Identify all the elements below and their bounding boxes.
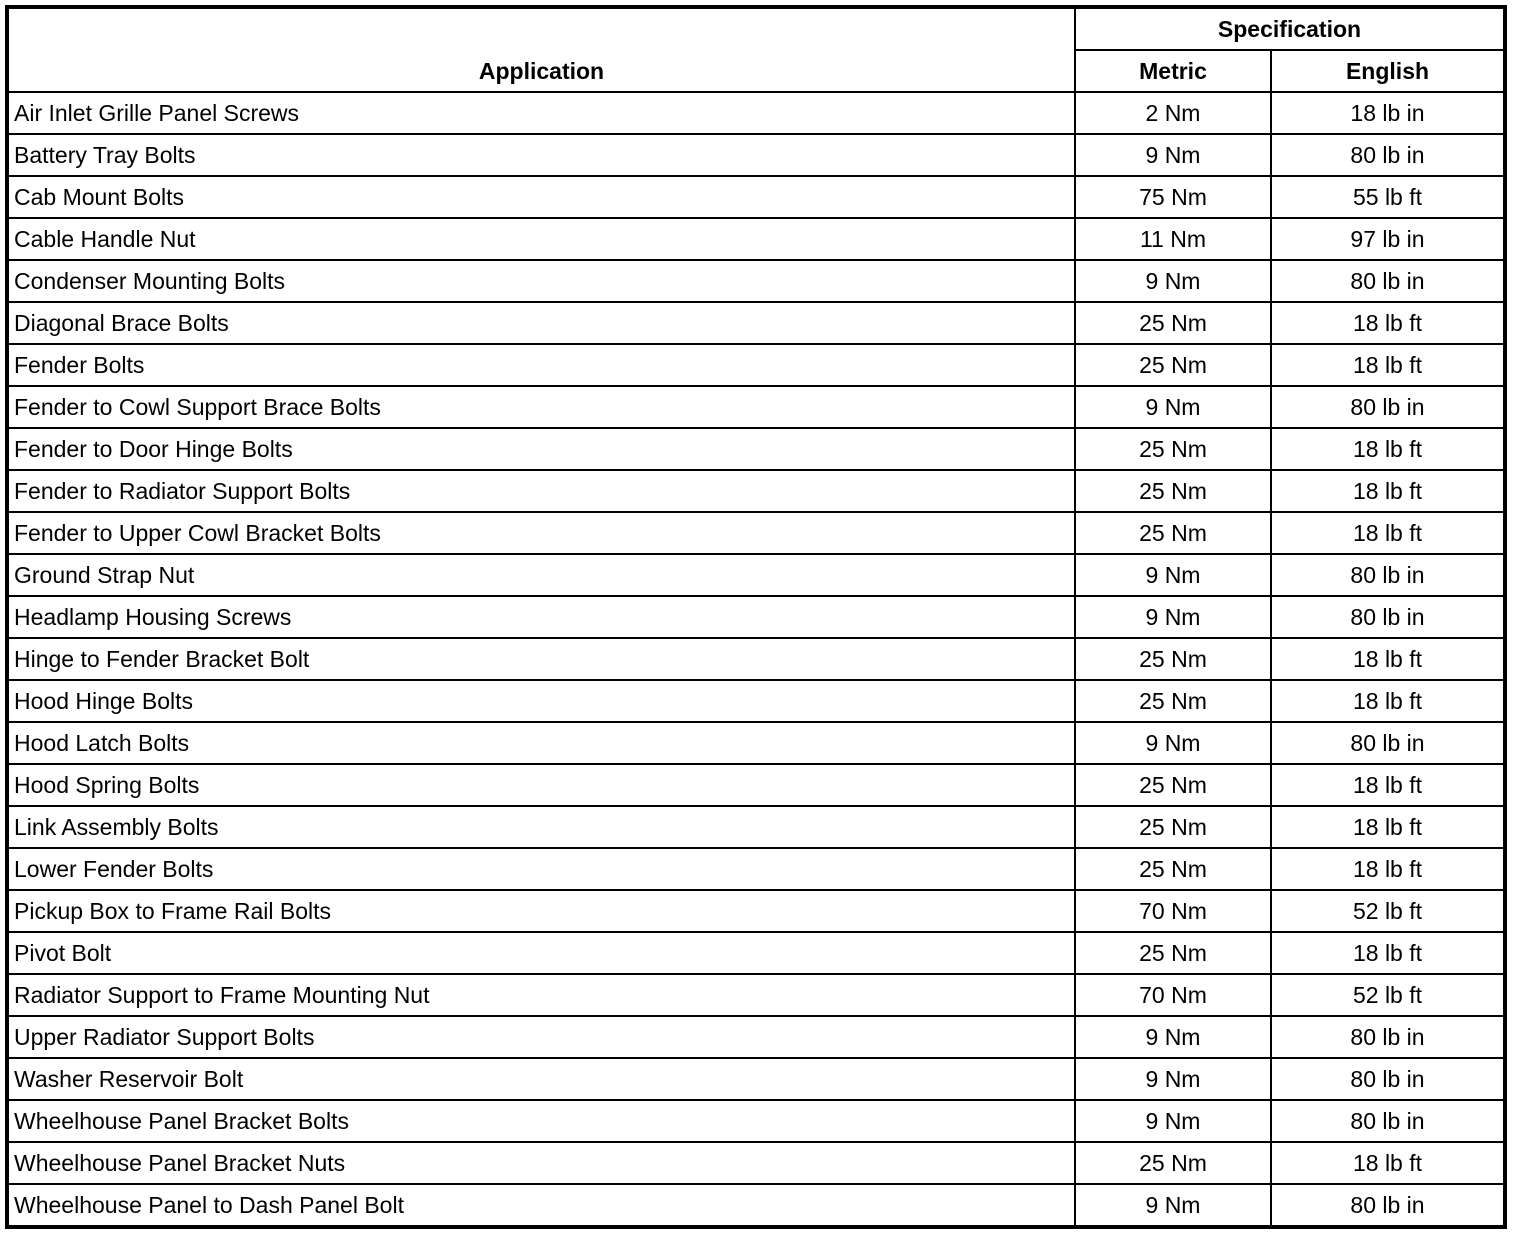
application-cell: Hood Spring Bolts	[7, 764, 1075, 806]
table-row	[7, 1142, 1505, 1184]
application-cell: Fender Bolts	[7, 344, 1075, 386]
header-row-top	[7, 7, 1505, 50]
table-row	[7, 890, 1505, 932]
application-cell: Washer Reservoir Bolt	[7, 1058, 1075, 1100]
english-value-cell: 80 lb in	[1271, 260, 1505, 302]
metric-value-cell: 70 Nm	[1075, 890, 1271, 932]
english-value-cell: 18 lb in	[1271, 92, 1505, 134]
application-cell: Fender to Cowl Support Brace Bolts	[7, 386, 1075, 428]
metric-value-cell: 9 Nm	[1075, 1184, 1271, 1227]
metric-value-cell: 25 Nm	[1075, 344, 1271, 386]
metric-value-cell: 25 Nm	[1075, 470, 1271, 512]
application-cell: Hinge to Fender Bracket Bolt	[7, 638, 1075, 680]
metric-value-cell: 9 Nm	[1075, 1058, 1271, 1100]
english-value-cell: 80 lb in	[1271, 554, 1505, 596]
metric-value-cell: 70 Nm	[1075, 974, 1271, 1016]
application-cell: Cab Mount Bolts	[7, 176, 1075, 218]
metric-value-cell: 25 Nm	[1075, 512, 1271, 554]
application-cell: Pickup Box to Frame Rail Bolts	[7, 890, 1075, 932]
english-value-cell: 18 lb ft	[1271, 638, 1505, 680]
application-cell: Hood Hinge Bolts	[7, 680, 1075, 722]
metric-value-cell: 11 Nm	[1075, 218, 1271, 260]
metric-value-cell: 75 Nm	[1075, 176, 1271, 218]
table-row	[7, 260, 1505, 302]
table-row	[7, 1100, 1505, 1142]
table-row	[7, 1058, 1505, 1100]
application-cell: Pivot Bolt	[7, 932, 1075, 974]
english-value-cell: 52 lb ft	[1271, 974, 1505, 1016]
metric-value-cell: 25 Nm	[1075, 638, 1271, 680]
english-value-cell: 80 lb in	[1271, 1016, 1505, 1058]
table-row	[7, 974, 1505, 1016]
table-row	[7, 470, 1505, 512]
english-value-cell: 18 lb ft	[1271, 428, 1505, 470]
metric-value-cell: 9 Nm	[1075, 554, 1271, 596]
english-value-cell: 18 lb ft	[1271, 470, 1505, 512]
english-value-cell: 18 lb ft	[1271, 932, 1505, 974]
table-row	[7, 806, 1505, 848]
english-value-cell: 52 lb ft	[1271, 890, 1505, 932]
table-body	[7, 92, 1505, 1227]
application-cell: Headlamp Housing Screws	[7, 596, 1075, 638]
application-cell: Wheelhouse Panel to Dash Panel Bolt	[7, 1184, 1075, 1227]
application-cell: Lower Fender Bolts	[7, 848, 1075, 890]
english-value-cell: 18 lb ft	[1271, 848, 1505, 890]
table-row	[7, 1016, 1505, 1058]
english-value-cell: 18 lb ft	[1271, 806, 1505, 848]
table-row	[7, 722, 1505, 764]
english-value-cell: 80 lb in	[1271, 386, 1505, 428]
table-row	[7, 386, 1505, 428]
english-value-cell: 80 lb in	[1271, 1100, 1505, 1142]
application-column-header: Application	[7, 7, 1075, 92]
application-cell: Fender to Upper Cowl Bracket Bolts	[7, 512, 1075, 554]
table-row	[7, 428, 1505, 470]
table-row	[7, 680, 1505, 722]
english-value-cell: 80 lb in	[1271, 134, 1505, 176]
metric-value-cell: 25 Nm	[1075, 428, 1271, 470]
metric-value-cell: 25 Nm	[1075, 932, 1271, 974]
table-row	[7, 596, 1505, 638]
english-value-cell: 80 lb in	[1271, 1058, 1505, 1100]
application-cell: Upper Radiator Support Bolts	[7, 1016, 1075, 1058]
table-row	[7, 176, 1505, 218]
english-value-cell: 80 lb in	[1271, 722, 1505, 764]
metric-column-header: Metric	[1075, 50, 1271, 92]
table-row	[7, 638, 1505, 680]
table-row	[7, 92, 1505, 134]
english-value-cell: 18 lb ft	[1271, 302, 1505, 344]
metric-value-cell: 9 Nm	[1075, 386, 1271, 428]
application-cell: Fender to Radiator Support Bolts	[7, 470, 1075, 512]
metric-value-cell: 25 Nm	[1075, 806, 1271, 848]
metric-value-cell: 9 Nm	[1075, 260, 1271, 302]
english-value-cell: 18 lb ft	[1271, 512, 1505, 554]
english-value-cell: 97 lb in	[1271, 218, 1505, 260]
english-value-cell: 80 lb in	[1271, 596, 1505, 638]
table-row	[7, 554, 1505, 596]
english-value-cell: 18 lb ft	[1271, 680, 1505, 722]
table-row	[7, 764, 1505, 806]
table-row	[7, 848, 1505, 890]
application-cell: Link Assembly Bolts	[7, 806, 1075, 848]
application-cell: Diagonal Brace Bolts	[7, 302, 1075, 344]
application-cell: Radiator Support to Frame Mounting Nut	[7, 974, 1075, 1016]
table-row	[7, 344, 1505, 386]
metric-value-cell: 25 Nm	[1075, 1142, 1271, 1184]
application-cell: Fender to Door Hinge Bolts	[7, 428, 1075, 470]
english-value-cell: 55 lb ft	[1271, 176, 1505, 218]
english-column-header: English	[1271, 50, 1505, 92]
table-row	[7, 932, 1505, 974]
application-cell: Wheelhouse Panel Bracket Nuts	[7, 1142, 1075, 1184]
table-row	[7, 1184, 1505, 1227]
metric-value-cell: 2 Nm	[1075, 92, 1271, 134]
english-value-cell: 18 lb ft	[1271, 764, 1505, 806]
metric-value-cell: 9 Nm	[1075, 1016, 1271, 1058]
specification-table-container	[5, 5, 1507, 1237]
application-cell: Condenser Mounting Bolts	[7, 260, 1075, 302]
application-cell: Cable Handle Nut	[7, 218, 1075, 260]
application-cell: Hood Latch Bolts	[7, 722, 1075, 764]
metric-value-cell: 9 Nm	[1075, 1100, 1271, 1142]
metric-value-cell: 25 Nm	[1075, 764, 1271, 806]
english-value-cell: 18 lb ft	[1271, 1142, 1505, 1184]
application-cell: Battery Tray Bolts	[7, 134, 1075, 176]
table-row	[7, 512, 1505, 554]
metric-value-cell: 9 Nm	[1075, 596, 1271, 638]
english-value-cell: 18 lb ft	[1271, 344, 1505, 386]
table-row	[7, 218, 1505, 260]
english-value-cell: 80 lb in	[1271, 1184, 1505, 1227]
metric-value-cell: 25 Nm	[1075, 680, 1271, 722]
metric-value-cell: 25 Nm	[1075, 848, 1271, 890]
table-row	[7, 302, 1505, 344]
table-header	[7, 7, 1505, 92]
metric-value-cell: 9 Nm	[1075, 722, 1271, 764]
application-cell: Wheelhouse Panel Bracket Bolts	[7, 1100, 1075, 1142]
table-row	[7, 134, 1505, 176]
specification-column-header: Specification	[1075, 7, 1505, 50]
application-cell: Air Inlet Grille Panel Screws	[7, 92, 1075, 134]
application-cell: Ground Strap Nut	[7, 554, 1075, 596]
metric-value-cell: 9 Nm	[1075, 134, 1271, 176]
fastener-specification-table	[5, 5, 1507, 1229]
metric-value-cell: 25 Nm	[1075, 302, 1271, 344]
